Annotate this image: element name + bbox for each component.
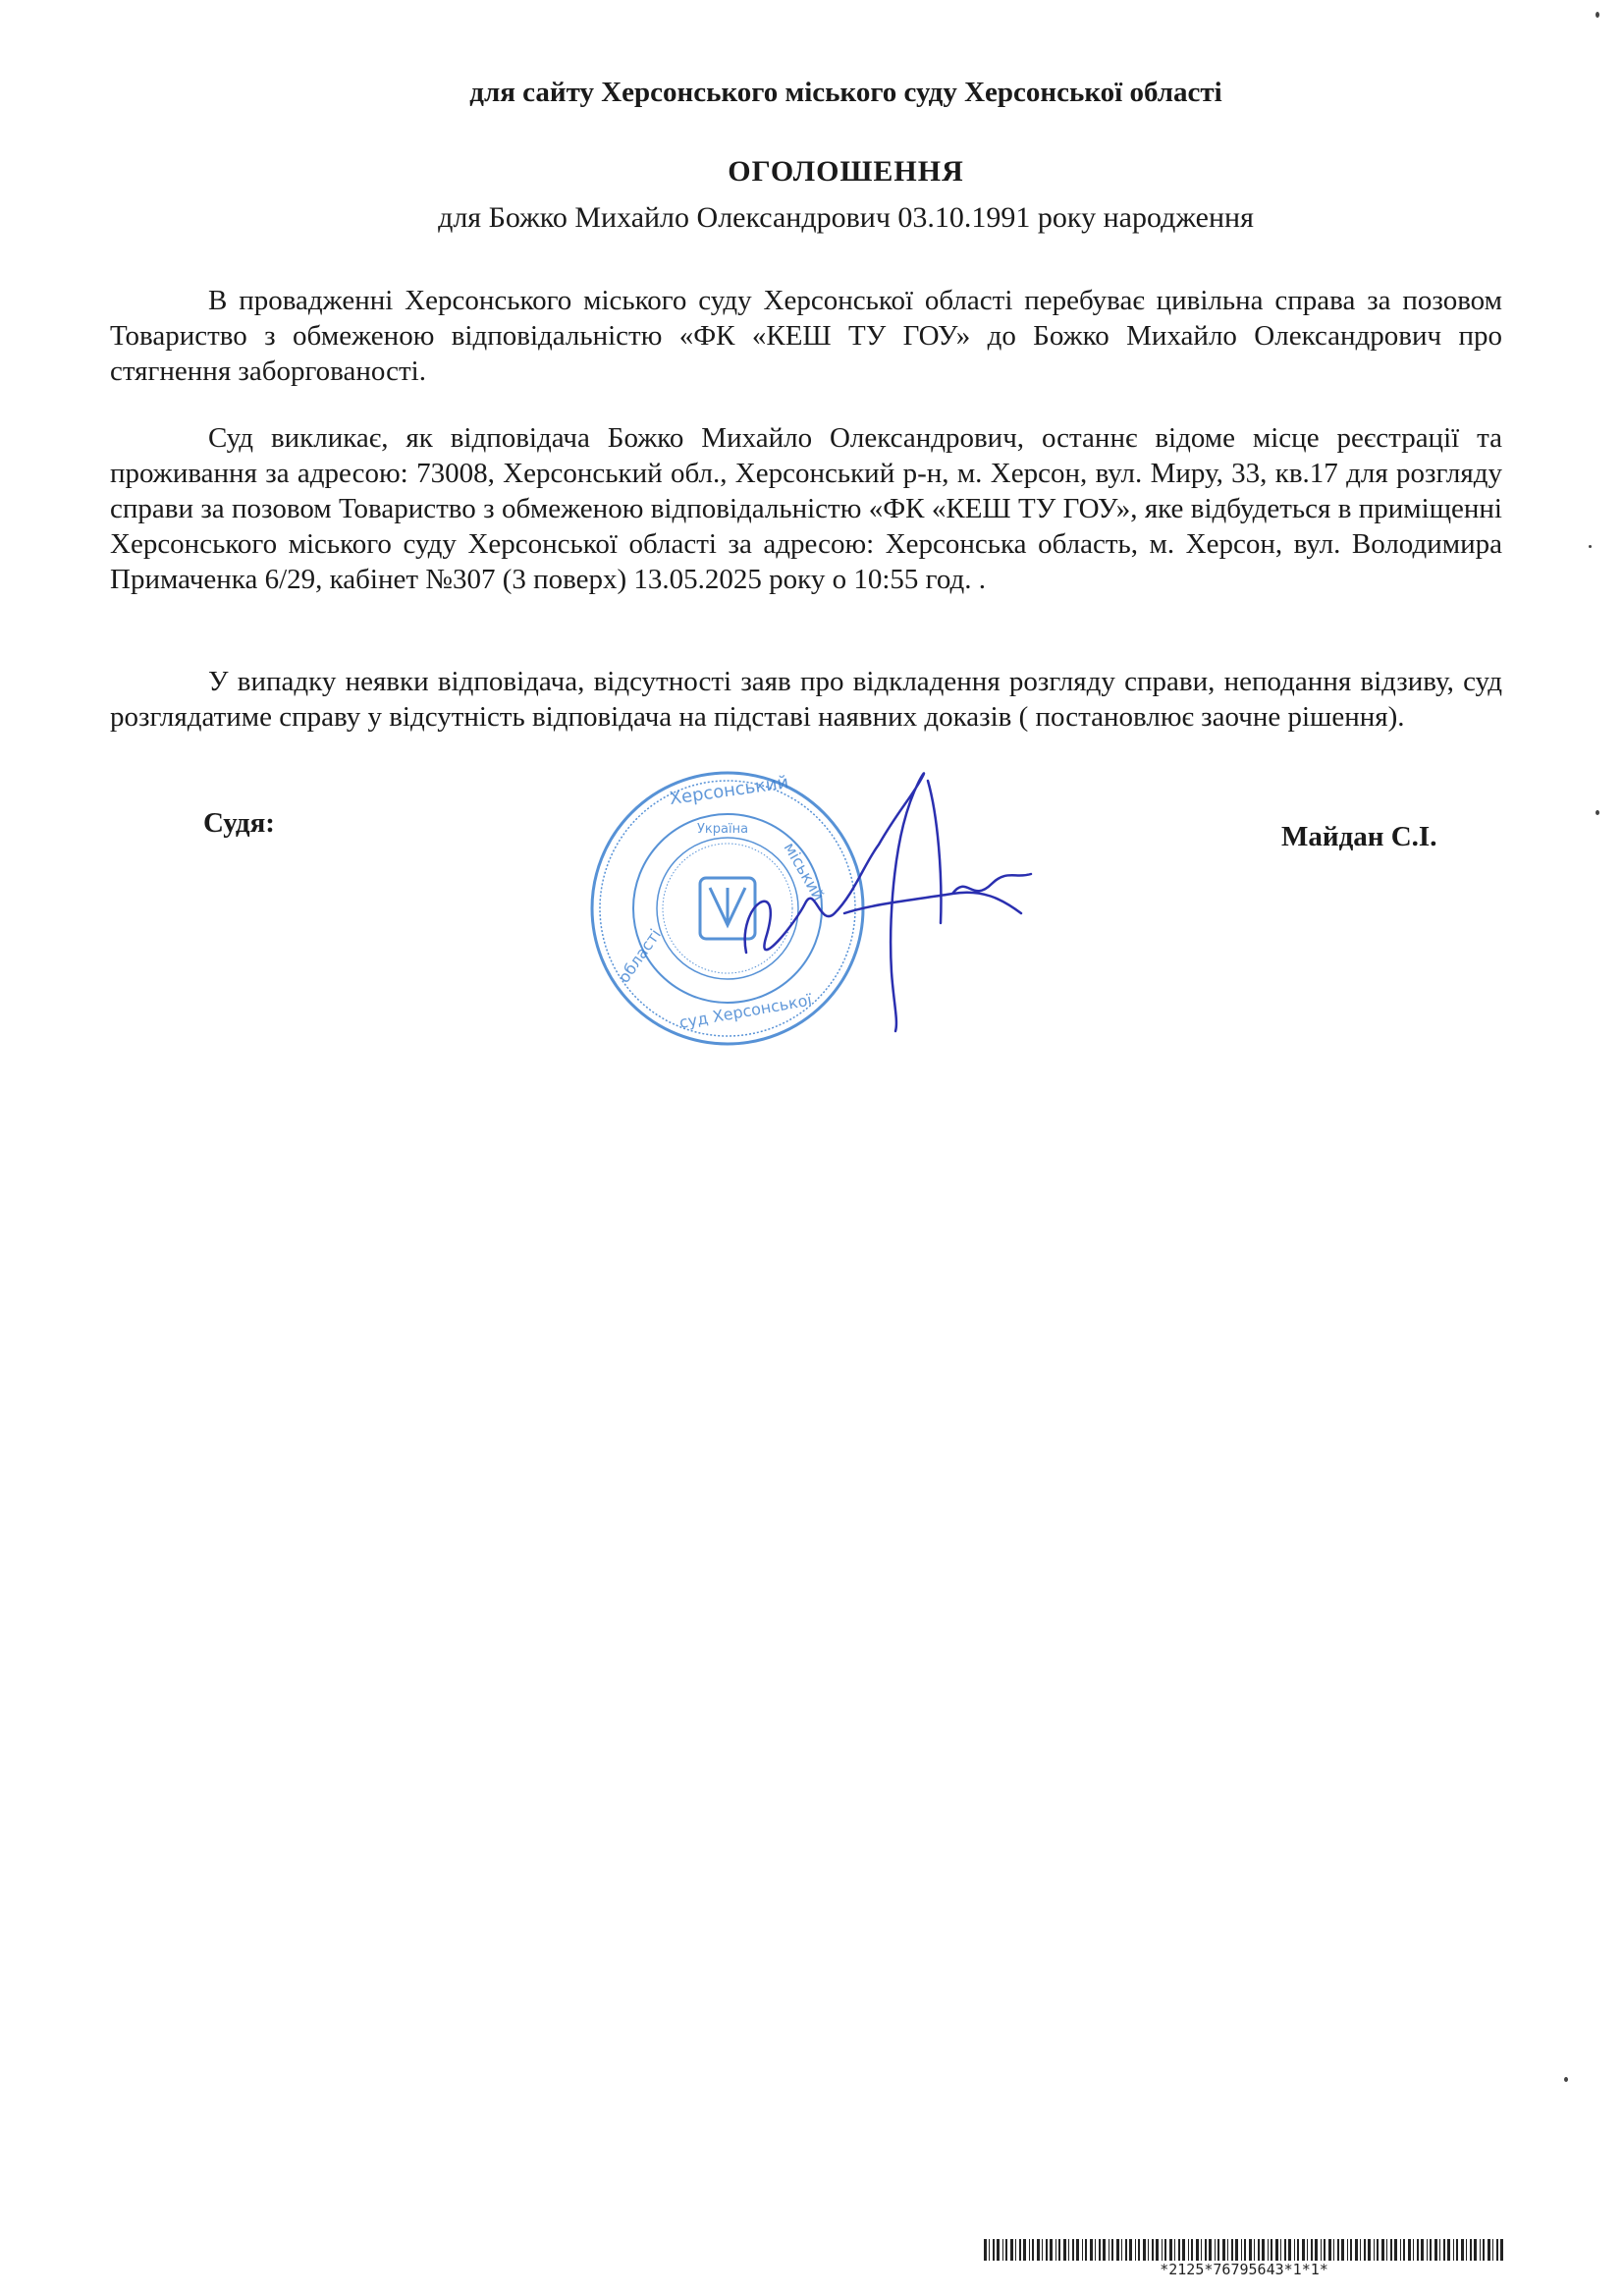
- paragraph-2-block: [110, 420, 1502, 597]
- scan-speck: [1596, 12, 1599, 18]
- paragraph-1: В провадженні Херсонського міського суду Херсонської області перебуває цивільна справа за позовом Товариство з обмеженою відповідальністю «ФК «КЕШ ТУ ГОУ» до Божко Михайло Олександрович про стягнення заборгованості.: [110, 285, 1502, 387]
- svg-text:міський: міський: [780, 839, 829, 904]
- scan-speck: [1596, 810, 1599, 815]
- judge-signature-icon: [727, 756, 1041, 1041]
- document-title: ОГОЛОШЕННЯ: [728, 155, 964, 188]
- paragraph-1-block: [110, 283, 1502, 389]
- judge-name: Майдан С.І.: [1281, 821, 1437, 852]
- paragraph-3-block: [110, 664, 1502, 735]
- barcode-icon: [984, 2239, 1504, 2261]
- svg-text:Україна: Україна: [697, 822, 749, 837]
- paragraph-3: У випадку неявки відповідача, відсутності заяв про відкладення розгляду справи, неподання відзиву, суд розглядатиме справу у відсутність відповідача на підставі наявних доказів ( постановлює заочне рішення).: [110, 666, 1502, 733]
- svg-text:суд Херсонської: суд Херсонської: [677, 990, 814, 1032]
- document-subtitle: для Божко Михайло Олександрович 03.10.1991 року народження: [438, 201, 1254, 234]
- scan-speck: [1564, 2077, 1568, 2082]
- judge-label: Судя:: [203, 807, 275, 839]
- document-header: для сайту Херсонського міського суду Херсонської області: [469, 77, 1222, 108]
- barcode-number: *2125*76795643*1*1*: [1160, 2261, 1328, 2278]
- paragraph-2: Суд викликає, як відповідача Божко Михайло Олександрович, останнє відоме місце реєстрації та проживання за адресою: 73008, Херсонський обл., Херсонський р-н, м. Херсон, вул. Миру, 33, кв.17 для розгляду справи за позовом Товариство з обмеженою відповідальністю «ФК «КЕШ ТУ ГОУ», яке відбудеться в приміщенні Херсонського міського суду Херсонської області за адресою: Херсонська область, м. Херсон, вул. Володимира Примаченка 6/29, кабінет №307 (3 поверх) 13.05.2025 року о 10:55 год. .: [110, 422, 1502, 595]
- svg-text:Херсонський: Херсонський: [668, 772, 790, 810]
- svg-text:області: області: [614, 925, 665, 987]
- scan-speck: [1589, 545, 1592, 548]
